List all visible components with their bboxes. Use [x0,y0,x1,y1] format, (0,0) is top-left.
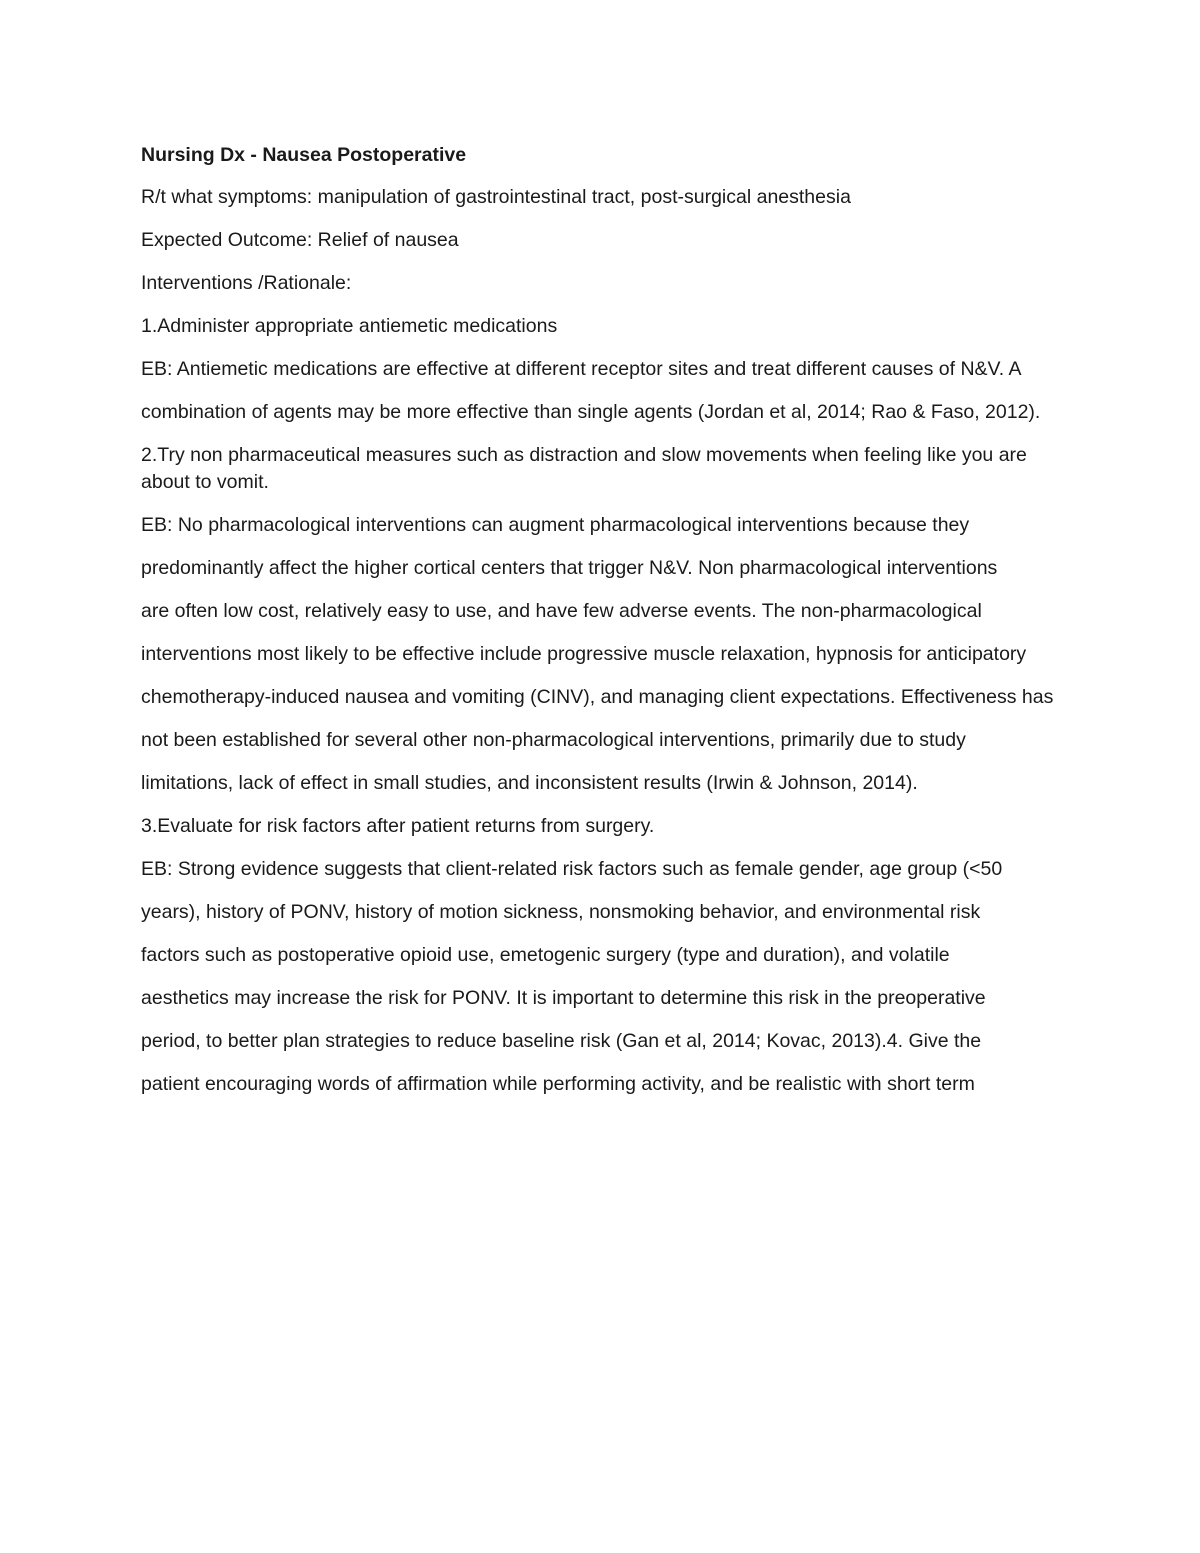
interventions-heading: Interventions /Rationale: [141,272,352,294]
document-title: Nursing Dx - Nausea Postoperative [141,144,467,166]
rationale-paragraph: limitations, lack of effect in small studies, and inconsistent results (Irwin & Johnson, 2014). [141,772,918,794]
rationale-paragraph: are often low cost, relatively easy to use, and have few adverse events. The non-pharmacological [141,600,982,622]
rationale-paragraph: years), history of PONV, history of motion sickness, nonsmoking behavior, and environmental risk [141,901,981,923]
rationale-paragraph: predominantly affect the higher cortical centers that trigger N&V. Non pharmacological interventions [141,557,998,579]
rationale-paragraph: EB: Antiemetic medications are effective at different receptor sites and treat different causes of N&V. A [141,358,1022,380]
intervention-2: 2.Try non pharmaceutical measures such as distraction and slow movements when feeling like you are about to vomit. [141,444,1027,493]
rationale-paragraph: chemotherapy-induced nausea and vomiting (CINV), and managing client expectations. Effectiveness has [141,686,1054,708]
document-body [141,142,1066,1114]
rationale-paragraph: EB: No pharmacological interventions can augment pharmacological interventions because they [141,514,970,536]
rationale-paragraph: EB: Strong evidence suggests that client-related risk factors such as female gender, age group (<50 [141,858,1003,880]
rationale-paragraph: period, to better plan strategies to reduce baseline risk (Gan et al, 2014; Kovac, 2013).4. Give the [141,1030,982,1052]
rationale-paragraph: aesthetics may increase the risk for PONV. It is important to determine this risk in the preoperative [141,987,986,1009]
intervention-4: patient encouraging words of affirmation while performing activity, and be realistic with short term [141,1073,975,1095]
rationale-paragraph: factors such as postoperative opioid use, emetogenic surgery (type and duration), and volatile [141,944,950,966]
related-to-symptoms: R/t what symptoms: manipulation of gastrointestinal tract, post-surgical anesthesia [141,186,851,208]
rationale-paragraph: combination of agents may be more effective than single agents (Jordan et al, 2014; Rao & Faso, 2012). [141,401,1041,423]
intervention-3: 3.Evaluate for risk factors after patient returns from surgery. [141,815,655,837]
expected-outcome: Expected Outcome: Relief of nausea [141,229,459,251]
rationale-paragraph: not been established for several other non-pharmacological interventions, primarily due to study [141,729,966,751]
rationale-paragraph: interventions most likely to be effective include progressive muscle relaxation, hypnosis for anticipatory [141,643,1027,665]
intervention-1: 1.Administer appropriate antiemetic medications [141,315,558,337]
